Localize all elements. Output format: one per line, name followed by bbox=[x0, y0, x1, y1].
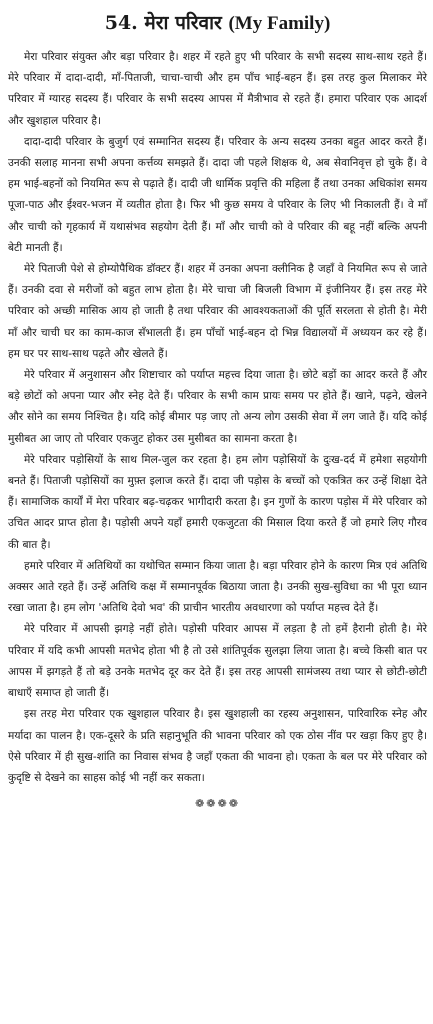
paragraph-grandparents: दादा-दादी परिवार के बुजुर्ग एवं सम्मानित सदस्य हैं। परिवार के अन्य सदस्य उनका बहुत आदर करते हैं। उनकी सलाह मानना सभी अपना कर्त्तव्य समझते हैं। दादा जी पहले शिक्षक थे, अब सेवानिवृत्त हो चुके हैं। वे हम भाई-बहनों को नियमित रूप से पढ़ाते हैं। दादी जी धार्मिक प्रवृत्ति की महिला हैं तथा उनका अधिकांश समय पूजा-पाठ और ईश्वर-भजन में व्यतीत होता है। फिर भी कुछ समय वे परिवार के लिए भी निकालती हैं। वे माँ और चाची को गृहकार्य में यथासंभव सहयोग देती हैं। माँ और चाची को वे परिवार की बहू नहीं बल्कि अपनी बेटी मानती हैं। bbox=[8, 135, 427, 254]
essay-title-english: (My Family) bbox=[228, 13, 331, 34]
essay-title bbox=[8, 10, 427, 37]
paragraph-parents: मेरे पिताजी पेशे से होम्योपैथिक डॉक्टर हैं। शहर में उनका अपना क्लीनिक है जहाँ वे नियमित रूप से जाते हैं। उनकी दवा से मरीजों को बहुत लाभ होता है। मेरे चाचा जी बिजली विभाग में इंजीनियर हैं। इस तरह मेरे परिवार को अच्छी मासिक आय हो जाती है तथा परिवार की आवश्यकताओं की पूर्ति सरलता से होती है। मेरी माँ और चाची घर का काम-काज सँभालती हैं। हम पाँचों भाई-बहन दो भिन्न विद्यालयों में अध्ययन कर रहे हैं। हम घर पर साथ-साथ पढ़ते और खेलते हैं। bbox=[8, 263, 427, 360]
paragraph-guests: हमारे परिवार में अतिथियों का यथोचित सम्मान किया जाता है। बड़ा परिवार होने के कारण मित्र एवं अतिथि अक्सर आते रहते हैं। उन्हें अतिथि कक्ष में सम्मानपूर्वक बिठाया जाता है। उनकी सुख-सुविधा का भी पूरा ध्यान रखा जाता है। हम लोग 'अतिथि देवो भव' की प्राचीन भारतीय अवधारणा को पर्याप्त महत्त्व देते हैं। bbox=[8, 559, 427, 615]
paragraph-harmony: मेरे परिवार में आपसी झगड़े नहीं होते। पड़ोसी परिवार आपस में लड़ता है तो हमें हैरानी होती है। मेरे परिवार में यदि कभी आपसी मतभेद होता भी है तो उसे शांतिपूर्वक सुलझा लिया जाता है। बच्चे किसी बात पर आपस में झगड़ते हैं तो बड़े उनके मतभेद दूर कर देते हैं। इस तरह आपसी सामंजस्य तथा प्यार से छोटी-छोटी बाधाएँ समाप्त हो जाती हैं। bbox=[8, 623, 427, 700]
paragraph-conclusion: इस तरह मेरा परिवार एक खुशहाल परिवार है। इस खुशहाली का रहस्य अनुशासन, पारिवारिक स्नेह और मर्यादा का पालन है। एक-दूसरे के प्रति सहानुभूति की भावना परिवार को एक ठोस नींव पर खड़ा किए हुए है। ऐसे परिवार में ही सुख-शांति का निवास संभव है जहाँ एकता की भावना हो। एकता के बल पर मेरे परिवार को कुदृष्टि से देखने का साहस कोई भी नहीं कर सकता। bbox=[8, 708, 427, 784]
essay-number: 54. bbox=[104, 12, 138, 34]
essay-title-hindi: मेरा परिवार bbox=[144, 12, 222, 34]
paragraph-discipline: मेरे परिवार में अनुशासन और शिष्टाचार को पर्याप्त महत्त्व दिया जाता है। छोटे बड़ों का आदर करते हैं और बड़े छोटों को अपना प्यार और स्नेह देते हैं। परिवार के सभी काम प्रायः समय पर होते हैं। खाने, पढ़ने, खेलने और सोने का समय निश्चित है। यदि कोई बीमार पड़ जाए तो अन्य लोग उसकी सेवा में लग जाते हैं। यदि कोई मुसीबत आ जाए तो परिवार एकजुट होकर उस मुसीबत का सामना करता है। bbox=[8, 369, 427, 445]
end-ornament: ❁❁❁❁ bbox=[195, 797, 240, 811]
paragraph-intro: मेरा परिवार संयुक्त और बड़ा परिवार है। शहर में रहते हुए भी परिवार के सभी सदस्य साथ-साथ रहते हैं। मेरे परिवार में दादा-दादी, माँ-पिताजी, चाचा-चाची और हम पाँच भाई-बहन हैं। इस तरह कुल मिलाकर मेरे परिवार में ग्यारह सदस्य हैं। परिवार के सभी सदस्य आपस में मैत्रीभाव से रहते हैं। हमारा परिवार एक आदर्श और खुशहाल परिवार है। bbox=[8, 51, 427, 127]
paragraph-neighbours: मेरे परिवार पड़ोसियों के साथ मिल-जुल कर रहता है। हम लोग पड़ोसियों के दुःख-दर्द में हमेशा सहयोगी बनते हैं। पिताजी पड़ोसियों का मुफ़्त इलाज करते हैं। दादा जी पड़ोस के बच्चों को एकत्रित कर उन्हें शिक्षा देते हैं। सामाजिक कार्यों में मेरा परिवार बढ़-चढ़कर भागीदारी करता है। इन गुणों के कारण पड़ोस में मेरे परिवार को उचित आदर प्राप्त होता है। पड़ोसी अपने यहाँ हमारी एकजुटता की मिसाल दिया करते हैं जो हमारे लिए गौरव की बात है। bbox=[8, 453, 427, 551]
essay-body bbox=[8, 47, 427, 789]
